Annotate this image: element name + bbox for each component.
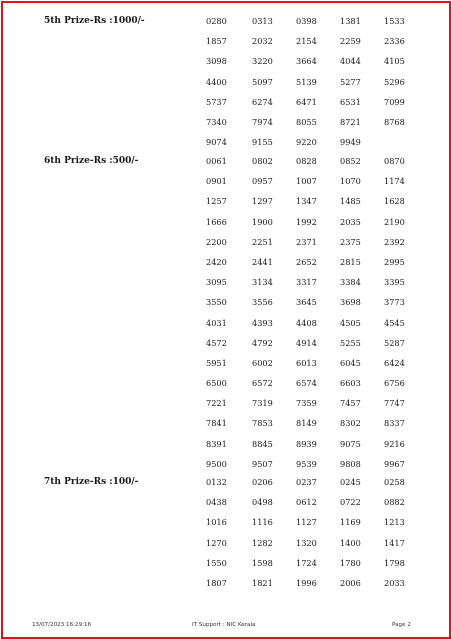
winning-number: 6471 xyxy=(296,96,317,107)
winning-number: 9155 xyxy=(252,137,273,148)
winning-number: 2259 xyxy=(340,36,361,47)
winning-number: 1297 xyxy=(252,196,273,207)
winning-number: 0061 xyxy=(206,156,227,166)
winning-number: 7853 xyxy=(252,418,273,429)
winning-number: 0258 xyxy=(384,477,405,487)
footer-support: IT Support : NIC Kerala xyxy=(192,622,256,628)
winning-number: 8721 xyxy=(340,116,361,127)
winning-number: 4393 xyxy=(252,317,273,328)
winning-number: 2190 xyxy=(384,216,405,227)
winning-number: 8391 xyxy=(206,438,227,449)
winning-number: 0237 xyxy=(296,477,317,487)
winning-number: 0802 xyxy=(252,156,273,166)
winning-number: 6424 xyxy=(384,357,405,368)
winning-number: 1550 xyxy=(206,557,227,568)
winning-number: 3095 xyxy=(206,277,227,288)
winning-number: 1628 xyxy=(384,196,405,207)
winning-number: 5296 xyxy=(384,76,405,87)
winning-number: 5097 xyxy=(252,76,273,87)
winning-number: 4044 xyxy=(340,56,361,67)
winning-number: 1857 xyxy=(206,36,227,47)
winning-number: 6002 xyxy=(252,357,273,368)
winning-number: 7457 xyxy=(340,398,361,409)
winning-number: 0132 xyxy=(206,477,227,487)
winning-number: 1007 xyxy=(296,176,317,187)
winning-number: 0313 xyxy=(252,16,273,26)
winning-number: 3220 xyxy=(252,56,273,67)
winning-number: 4031 xyxy=(206,317,227,328)
winning-number: 1900 xyxy=(252,216,273,227)
winning-number: 4400 xyxy=(206,76,227,87)
winning-number: 9949 xyxy=(340,137,361,148)
footer-timestamp: 13/07/2023 16:29:16 xyxy=(32,622,92,628)
winning-number: 2815 xyxy=(340,256,361,267)
winning-number: 9808 xyxy=(340,458,361,469)
winning-number: 2006 xyxy=(340,577,361,588)
winning-number: 1257 xyxy=(206,196,227,207)
winning-number: 1417 xyxy=(384,537,405,548)
winning-number: 1320 xyxy=(296,537,317,548)
winning-number: 2336 xyxy=(384,36,405,47)
winning-number: 2441 xyxy=(252,256,273,267)
prize-heading: 7th Prize-Rs :100/- xyxy=(44,477,139,487)
winning-number: 1270 xyxy=(206,537,227,548)
winning-number: 4505 xyxy=(340,317,361,328)
winning-number: 1016 xyxy=(206,517,227,528)
winning-number: 0206 xyxy=(252,477,273,487)
winning-number: 0870 xyxy=(384,156,405,166)
prize-heading: 5th Prize-Rs :1000/- xyxy=(44,16,145,26)
winning-number: 4792 xyxy=(252,337,273,348)
winning-number: 1533 xyxy=(384,16,405,26)
winning-number: 6574 xyxy=(296,378,317,389)
winning-number: 5737 xyxy=(206,96,227,107)
winning-number: 1213 xyxy=(384,517,405,528)
winning-number: 7974 xyxy=(252,116,273,127)
winning-number: 0280 xyxy=(206,16,227,26)
winning-number: 1282 xyxy=(252,537,273,548)
winning-number: 7221 xyxy=(206,398,227,409)
winning-number: 3773 xyxy=(384,297,405,308)
winning-number: 2032 xyxy=(252,36,273,47)
winning-number: 2154 xyxy=(296,36,317,47)
winning-number: 3698 xyxy=(340,297,361,308)
winning-number: 8149 xyxy=(296,418,317,429)
winning-number: 5255 xyxy=(340,337,361,348)
winning-number: 3098 xyxy=(206,56,227,67)
winning-number: 8055 xyxy=(296,116,317,127)
winning-number: 1116 xyxy=(252,517,273,528)
winning-number: 8302 xyxy=(340,418,361,429)
winning-number: 4105 xyxy=(384,56,405,67)
winning-number: 9220 xyxy=(296,137,317,148)
winning-number: 6274 xyxy=(252,96,273,107)
winning-number: 3556 xyxy=(252,297,273,308)
winning-number: 9967 xyxy=(384,458,405,469)
winning-number: 1996 xyxy=(296,577,317,588)
winning-number: 7841 xyxy=(206,418,227,429)
winning-number: 9075 xyxy=(340,438,361,449)
winning-number: 6603 xyxy=(340,378,361,389)
winning-number: 4572 xyxy=(206,337,227,348)
winning-number: 0901 xyxy=(206,176,227,187)
winning-number: 1598 xyxy=(252,557,273,568)
winning-number: 7747 xyxy=(384,398,405,409)
winning-number: 5277 xyxy=(340,76,361,87)
winning-number: 1381 xyxy=(340,16,361,26)
winning-number: 1666 xyxy=(206,216,227,227)
winning-number: 2200 xyxy=(206,236,227,247)
winning-number: 2033 xyxy=(384,577,405,588)
winning-number: 9507 xyxy=(252,458,273,469)
winning-number: 9216 xyxy=(384,438,405,449)
winning-number: 2035 xyxy=(340,216,361,227)
winning-number: 0882 xyxy=(384,497,405,508)
winning-number: 7340 xyxy=(206,116,227,127)
winning-number: 3550 xyxy=(206,297,227,308)
winning-number: 1992 xyxy=(296,216,317,227)
winning-number: 3645 xyxy=(296,297,317,308)
winning-number: 6045 xyxy=(340,357,361,368)
winning-number: 8939 xyxy=(296,438,317,449)
winning-number: 1807 xyxy=(206,577,227,588)
winning-number: 9539 xyxy=(296,458,317,469)
winning-number: 2375 xyxy=(340,236,361,247)
winning-number: 1798 xyxy=(384,557,405,568)
winning-number: 0498 xyxy=(252,497,273,508)
winning-number: 1127 xyxy=(296,517,317,528)
winning-number: 3395 xyxy=(384,277,405,288)
winning-number: 1070 xyxy=(340,176,361,187)
winning-number: 8337 xyxy=(384,418,405,429)
winning-number: 6531 xyxy=(340,96,361,107)
winning-number: 4914 xyxy=(296,337,317,348)
winning-number: 6572 xyxy=(252,378,273,389)
winning-number: 0245 xyxy=(340,477,361,487)
winning-number: 9500 xyxy=(206,458,227,469)
winning-number: 9074 xyxy=(206,137,227,148)
winning-number: 1724 xyxy=(296,557,317,568)
winning-number: 2652 xyxy=(296,256,317,267)
winning-number: 1780 xyxy=(340,557,361,568)
winning-number: 7359 xyxy=(296,398,317,409)
winning-number: 4408 xyxy=(296,317,317,328)
winning-number: 2371 xyxy=(296,236,317,247)
winning-number: 1821 xyxy=(252,577,273,588)
winning-number: 2392 xyxy=(384,236,405,247)
winning-number: 8768 xyxy=(384,116,405,127)
winning-number: 6756 xyxy=(384,378,405,389)
winning-number: 3384 xyxy=(340,277,361,288)
winning-number: 1169 xyxy=(340,517,361,528)
winning-number: 0828 xyxy=(296,156,317,166)
winning-number: 7099 xyxy=(384,96,405,107)
winning-number: 0438 xyxy=(206,497,227,508)
winning-number: 0722 xyxy=(340,497,361,508)
winning-number: 0612 xyxy=(296,497,317,508)
winning-number: 1485 xyxy=(340,196,361,207)
winning-number: 8845 xyxy=(252,438,273,449)
winning-number: 4545 xyxy=(384,317,405,328)
prize-heading: 6th Prize-Rs :500/- xyxy=(44,156,139,166)
winning-number: 2251 xyxy=(252,236,273,247)
winning-number: 2420 xyxy=(206,256,227,267)
winning-number: 3317 xyxy=(296,277,317,288)
winning-number: 1174 xyxy=(384,176,405,187)
winning-number: 3134 xyxy=(252,277,273,288)
winning-number: 1347 xyxy=(296,196,317,207)
winning-number: 5287 xyxy=(384,337,405,348)
winning-number: 0398 xyxy=(296,16,317,26)
winning-number: 0852 xyxy=(340,156,361,166)
winning-number: 3664 xyxy=(296,56,317,67)
winning-number: 2995 xyxy=(384,256,405,267)
winning-number: 1400 xyxy=(340,537,361,548)
winning-number: 0957 xyxy=(252,176,273,187)
winning-number: 6013 xyxy=(296,357,317,368)
footer-page-number: Page 2 xyxy=(392,622,411,628)
winning-number: 5951 xyxy=(206,357,227,368)
winning-number: 5139 xyxy=(296,76,317,87)
winning-number: 6500 xyxy=(206,378,227,389)
winning-number: 7319 xyxy=(252,398,273,409)
